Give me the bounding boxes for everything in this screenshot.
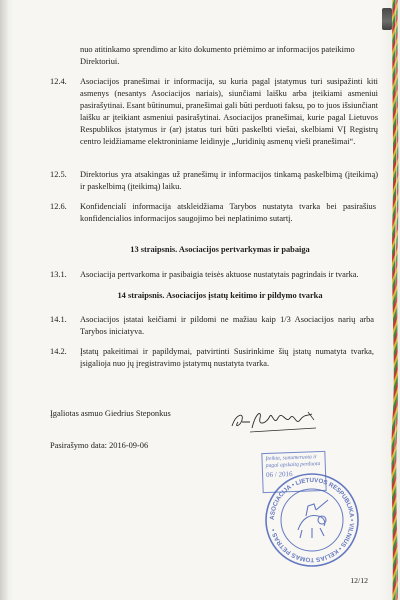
stamp-line: pagal apskaitą perduota bbox=[265, 461, 321, 469]
clause-number: 12.5. bbox=[50, 170, 67, 179]
svg-text:ASOCIACIJA • LIETUVOS RESPUBLI: ASOCIACIJA • LIETUVOS RESPUBLIKA • VILNIUS • KELIAS TOMAS PETRAS • bbox=[268, 476, 356, 564]
article-13-heading: 13 straipsnis. Asociacijos pertvarkymas ir pabaiga bbox=[130, 245, 310, 254]
intro-line-1: nuo atitinkamo sprendimo ar kito dokumento priėmimo ar informacijos pateikimo bbox=[80, 45, 355, 54]
clause-number: 12.4. bbox=[50, 77, 67, 86]
clause-text: Asociacijos pranešimai ir informacija, su kuria pagal įstatymus turi susipažinti kiti asmenys (nesantys Asociacijos nariais), siunčiami laišku arba įteikiami asmeniui pasirašytinai. Esant būtinumui, pranešimai gali būti perduoti faksu, po to juos išsiunčiant laišku ar įteikiant asmeniui pasirašytinai. Asociacijos pranešimai, kurie pagal Lietuvos Respublikos įstatymus ir (ar) įstatus turi būti paskelbti viešai, skelbiami VĮ Registrų centro leidžiamame elektroniniame leidinyje „Juridinių asmenų vieši pranešimai“. bbox=[80, 77, 378, 147]
article-14-heading: 14 straipsnis. Asociacijos įstatų keitimo ir pildymo tvarka bbox=[117, 291, 323, 300]
clause-text: Įstatų pakeitimai ir papildymai, patvirtinti Susirinkime šių įstatų numatyta tvarka, įsigalioja nuo jų įregistravimo įstatymų nustatyta tvarka. bbox=[80, 347, 374, 369]
clause-number: 13.1. bbox=[50, 270, 67, 279]
stamp-line: 06 / 2016 bbox=[265, 470, 293, 479]
clause-text: Direktorius yra atsakingas už pranešimų ir informacijos tinkamą paskelbimą (įteikimą) ir paskelbimą (įteikimą) laiku. bbox=[80, 170, 378, 192]
clause-text: Asociacija pertvarkoma ir pasibaigia teisės aktuose nustatytais pagrindais ir tvarka. bbox=[80, 270, 359, 279]
signature-date: Pasirašymo data: 2016-09-06 bbox=[50, 441, 149, 450]
intro-line-2: Direktoriui. bbox=[80, 57, 120, 66]
clause-text: Asociacijos įstatai keičiami ir pildomi ne mažiau kaip 1/3 Asociacijos narių arba Tarybos iniciatyva. bbox=[80, 315, 374, 337]
page-number: 12/12 bbox=[350, 576, 368, 585]
stamp-line: Įteikta, sunumeruota ir bbox=[265, 454, 318, 462]
clause-text: Konfidencialí informacija atskleidžiama Tarybos nustatyta tvarka bei pasirašius konfidencialios informacijos saugojimo bei neplatinimo sutartį. bbox=[80, 202, 376, 224]
handwritten-signature-icon bbox=[230, 404, 320, 438]
clause-number: 14.1. bbox=[50, 315, 67, 324]
clause-number: 14.2. bbox=[50, 347, 67, 356]
clause-number: 12.6. bbox=[50, 202, 67, 211]
signatory-label: Įgaliotas asmuo Giedrius Steponkus bbox=[50, 409, 171, 418]
official-seal-icon bbox=[262, 470, 362, 570]
